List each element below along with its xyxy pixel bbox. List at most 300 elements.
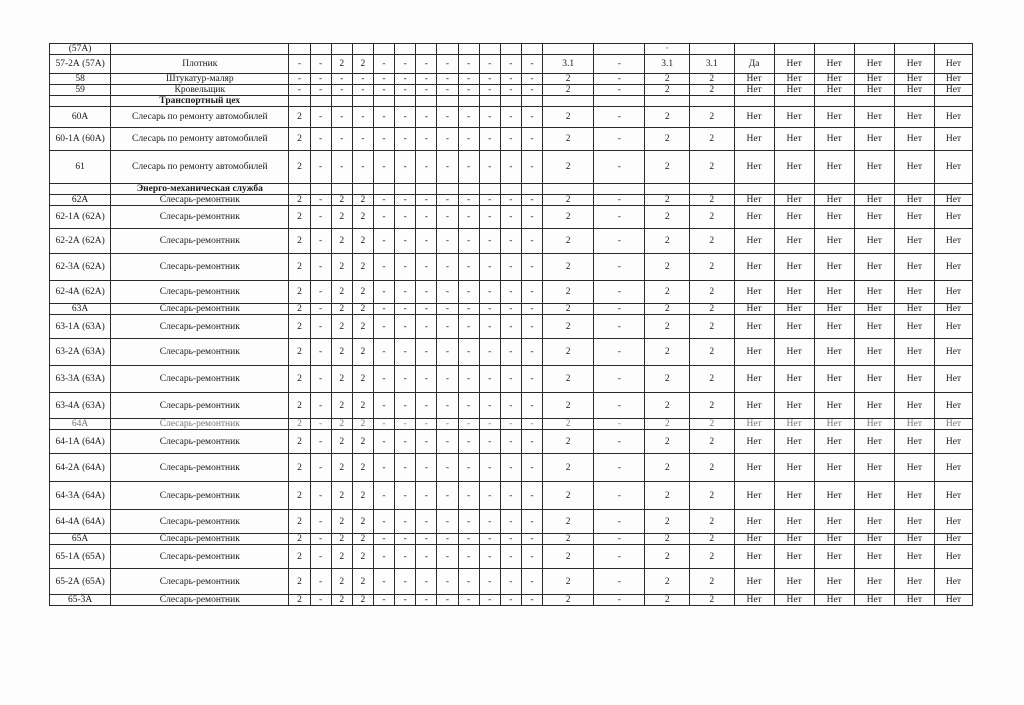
cell-value: -: [352, 85, 373, 96]
cell-value: Нет: [814, 195, 854, 206]
cell-value: 2: [690, 254, 735, 281]
cell-value: 2: [352, 55, 373, 74]
cell-value: 2: [645, 229, 690, 254]
row-id: 64А: [50, 419, 111, 430]
table-row: [50, 419, 973, 430]
cell-value: Нет: [814, 339, 854, 366]
cell-value: -: [479, 55, 500, 74]
cell-value: -: [458, 128, 479, 151]
cell-value: 2: [543, 74, 594, 85]
cell-value: -: [594, 229, 645, 254]
cell-value: Нет: [854, 510, 894, 534]
cell-value: -: [500, 482, 521, 510]
cell-value: -: [458, 304, 479, 315]
cell-value: 2: [289, 107, 310, 128]
cell-value: Нет: [774, 569, 814, 595]
cell-value: -: [500, 85, 521, 96]
cell-value: Нет: [934, 545, 972, 569]
cell-value: Нет: [934, 454, 972, 482]
cell-value: Нет: [894, 366, 934, 393]
workplace-conditions-table: [49, 43, 973, 606]
cell-value: 2: [289, 195, 310, 206]
cell-value: -: [594, 107, 645, 128]
cell-value: 2: [289, 534, 310, 545]
cell-value: -: [416, 107, 437, 128]
cell-value: 2: [289, 151, 310, 184]
cell-value: -: [310, 510, 331, 534]
row-id: 63-4А (63А): [50, 393, 111, 419]
cell-value: Нет: [734, 482, 774, 510]
cell-value: Нет: [734, 366, 774, 393]
cell-value: -: [416, 534, 437, 545]
cell-value: -: [395, 195, 416, 206]
cell-value: Нет: [734, 595, 774, 606]
cell-value: -: [437, 195, 458, 206]
profession-name: Слесарь-ремонтник: [111, 195, 289, 206]
cell-value: Нет: [774, 128, 814, 151]
cell-value: -: [310, 430, 331, 454]
cell-value: -: [395, 510, 416, 534]
cell-value: -: [594, 482, 645, 510]
cell-value: 2: [331, 534, 352, 545]
cell-value: 2: [289, 393, 310, 419]
cell-value: -: [310, 281, 331, 304]
cell-value: -: [310, 545, 331, 569]
profession-name: Слесарь-ремонтник: [111, 254, 289, 281]
cell-value: -: [437, 510, 458, 534]
cell-value: 2: [645, 254, 690, 281]
cell-value: -: [458, 206, 479, 229]
row-id: 63А: [50, 304, 111, 315]
cell-value: Нет: [774, 74, 814, 85]
cell-value: -: [521, 339, 542, 366]
cell-value: -: [500, 281, 521, 304]
cell-value: -: [373, 393, 394, 419]
cell-value: 2: [331, 510, 352, 534]
cell-value: Нет: [814, 128, 854, 151]
section-title: Транспортный цех: [111, 96, 289, 107]
cell-value: -: [479, 454, 500, 482]
cell-value: 2: [645, 393, 690, 419]
cell-value: 2: [331, 419, 352, 430]
cell-value: Нет: [854, 281, 894, 304]
cell-value: Нет: [734, 107, 774, 128]
cell-value: 2: [543, 482, 594, 510]
cell-value: -: [437, 393, 458, 419]
row-id: 63-1А (63А): [50, 315, 111, 339]
cell-value: -: [310, 107, 331, 128]
cell-value: -: [521, 393, 542, 419]
cell-value: -: [310, 254, 331, 281]
cell-value: -: [310, 151, 331, 184]
cell-value: Нет: [894, 195, 934, 206]
cell-value: 2: [289, 430, 310, 454]
cell-value: -: [500, 595, 521, 606]
cell-value: -: [416, 206, 437, 229]
cell-value: -: [437, 545, 458, 569]
cell-value: -: [373, 55, 394, 74]
cell-value: 2: [352, 595, 373, 606]
cell-value: -: [395, 128, 416, 151]
cell-value: 2: [690, 393, 735, 419]
cell-value: -: [373, 206, 394, 229]
cell-value: -: [437, 366, 458, 393]
cell-value: -: [594, 206, 645, 229]
cell-value: -: [521, 366, 542, 393]
cell-value: -: [395, 595, 416, 606]
row-id: 62-1А (62А): [50, 206, 111, 229]
cell-value: 2: [645, 510, 690, 534]
cell-value: 2: [543, 366, 594, 393]
cell-value: -: [500, 128, 521, 151]
cell-value: Нет: [774, 419, 814, 430]
cell-value: -: [310, 229, 331, 254]
cell-value: Нет: [894, 55, 934, 74]
cell-value: 2: [645, 206, 690, 229]
cell-value: Нет: [894, 545, 934, 569]
cell-value: Нет: [774, 229, 814, 254]
cell-value: -: [352, 107, 373, 128]
cell-value: -: [373, 482, 394, 510]
cell-value: -: [521, 454, 542, 482]
cell-value: 2: [331, 206, 352, 229]
cell-value: -: [416, 304, 437, 315]
cell-value: 2: [331, 454, 352, 482]
cell-value: Нет: [814, 454, 854, 482]
cell-value: 2: [352, 366, 373, 393]
cell-value: Нет: [854, 315, 894, 339]
cell-value: 2: [690, 534, 735, 545]
cell-value: 2: [352, 482, 373, 510]
cell-value: -: [416, 281, 437, 304]
table-row: [50, 545, 973, 569]
cell-value: -: [521, 206, 542, 229]
profession-name: Штукатур-маляр: [111, 74, 289, 85]
cell-value: Нет: [734, 534, 774, 545]
cell-value: -: [310, 55, 331, 74]
cell-value: Нет: [934, 74, 972, 85]
cell-value: Нет: [774, 482, 814, 510]
cell-value: 2: [645, 339, 690, 366]
cell-value: -: [479, 315, 500, 339]
cell-value: 2: [331, 339, 352, 366]
cell-value: 2: [543, 304, 594, 315]
row-id: 65А: [50, 534, 111, 545]
cell-value: -: [395, 419, 416, 430]
cell-value: -: [352, 151, 373, 184]
cell-value: -: [416, 482, 437, 510]
cell-value: -: [310, 569, 331, 595]
cell-value: -: [479, 430, 500, 454]
section-header-row: [50, 184, 973, 195]
cell-value: -: [594, 545, 645, 569]
row-id: 62-4А (62А): [50, 281, 111, 304]
cell-value: 2: [331, 315, 352, 339]
row-id: 60-1А (60А): [50, 128, 111, 151]
cell-value: -: [594, 281, 645, 304]
cell-value: -: [500, 366, 521, 393]
table-row: [50, 206, 973, 229]
cell-value: -: [331, 128, 352, 151]
cell-value: Нет: [774, 315, 814, 339]
cell-value: 2: [289, 419, 310, 430]
row-id: 62А: [50, 195, 111, 206]
cell-value: Нет: [734, 229, 774, 254]
cell-value: 2: [331, 482, 352, 510]
cell-value: 2: [543, 195, 594, 206]
cell-value: Нет: [854, 339, 894, 366]
cell-value: -: [416, 229, 437, 254]
cell-value: -: [594, 595, 645, 606]
cell-value: 2: [289, 595, 310, 606]
cell-value: -: [310, 454, 331, 482]
cell-value: -: [479, 304, 500, 315]
cell-value: -: [416, 74, 437, 85]
cell-value: -: [310, 534, 331, 545]
cell-value: Нет: [854, 430, 894, 454]
cell-value: 2: [690, 304, 735, 315]
cell-value: -: [310, 366, 331, 393]
cell-value: -: [479, 195, 500, 206]
cell-value: Нет: [934, 595, 972, 606]
cell-value: -: [437, 85, 458, 96]
cell-value: -: [416, 430, 437, 454]
cell-value: Нет: [854, 55, 894, 74]
cell-value: -: [458, 510, 479, 534]
cell-value: Нет: [894, 569, 934, 595]
cell-value: Нет: [934, 366, 972, 393]
cell-value: Нет: [934, 151, 972, 184]
profession-name: Плотник: [111, 55, 289, 74]
cell-value: 2: [543, 569, 594, 595]
cell-value: Нет: [734, 339, 774, 366]
cell-value: -: [594, 304, 645, 315]
cell-value: Нет: [934, 393, 972, 419]
cell-value: Нет: [814, 254, 854, 281]
cell-value: -: [458, 545, 479, 569]
cell-value: -: [437, 281, 458, 304]
cell-value: Нет: [934, 85, 972, 96]
cell-value: -: [395, 315, 416, 339]
cell-value: -: [395, 55, 416, 74]
cell-value: 2: [331, 281, 352, 304]
cell-value: -: [500, 454, 521, 482]
cell-value: -: [373, 281, 394, 304]
cell-value: -: [437, 595, 458, 606]
cell-value: -: [395, 393, 416, 419]
profession-name: Слесарь-ремонтник: [111, 569, 289, 595]
cell-value: -: [594, 419, 645, 430]
cell-value: -: [458, 339, 479, 366]
table-row: [50, 85, 973, 96]
cell-value: Нет: [814, 510, 854, 534]
profession-name: Слесарь-ремонтник: [111, 366, 289, 393]
cell-value: Нет: [894, 339, 934, 366]
cell-value: 2: [543, 545, 594, 569]
cell-value: -: [521, 107, 542, 128]
cell-value: Нет: [934, 315, 972, 339]
cell-value: -: [521, 545, 542, 569]
cell-value: Нет: [814, 151, 854, 184]
cell-value: -: [437, 151, 458, 184]
cell-value: Нет: [894, 151, 934, 184]
cell-value: -: [594, 339, 645, 366]
table-row: [50, 107, 973, 128]
cell-value: Нет: [894, 281, 934, 304]
cell-value: 2: [289, 206, 310, 229]
cell-value: Нет: [894, 304, 934, 315]
cell-value: -: [479, 366, 500, 393]
cell-value: Нет: [934, 482, 972, 510]
cell-value: 2: [352, 419, 373, 430]
cell-value: -: [395, 454, 416, 482]
cell-value: -: [458, 430, 479, 454]
cell-value: Нет: [934, 419, 972, 430]
cell-value: -: [310, 393, 331, 419]
cell-value: 2: [352, 229, 373, 254]
cell-value: -: [416, 254, 437, 281]
cell-value: -: [500, 419, 521, 430]
cell-value: -: [479, 107, 500, 128]
cell-value: Нет: [814, 430, 854, 454]
cell-value: -: [594, 151, 645, 184]
table-row: [50, 454, 973, 482]
cell-value: -: [437, 419, 458, 430]
cell-value: 2: [645, 128, 690, 151]
cell-value: -: [500, 315, 521, 339]
cell-value: -: [521, 534, 542, 545]
cell-value: -: [500, 393, 521, 419]
cell-value: Нет: [854, 366, 894, 393]
cell-value: Нет: [774, 206, 814, 229]
cell-value: 2: [331, 569, 352, 595]
cell-value: Нет: [774, 151, 814, 184]
table-row: [50, 534, 973, 545]
cell-value: Нет: [774, 107, 814, 128]
cell-value: 2: [352, 254, 373, 281]
cell-value: 2: [352, 569, 373, 595]
cell-value: -: [373, 107, 394, 128]
cell-value: Нет: [854, 482, 894, 510]
cell-value: Нет: [854, 128, 894, 151]
cell-value: 2: [331, 304, 352, 315]
table-row: [50, 304, 973, 315]
table-row: [50, 315, 973, 339]
cell-value: -: [373, 454, 394, 482]
cell-value: 2: [645, 74, 690, 85]
cell-value: 2: [352, 534, 373, 545]
cell-value: 2: [331, 55, 352, 74]
cell-value: Нет: [854, 454, 894, 482]
cell-value: -: [437, 254, 458, 281]
cell-value: -: [395, 304, 416, 315]
cell-value: Нет: [774, 545, 814, 569]
profession-name: Слесарь-ремонтник: [111, 419, 289, 430]
profession-name: Слесарь-ремонтник: [111, 304, 289, 315]
cell-value: Да: [734, 55, 774, 74]
cell-value: -: [500, 254, 521, 281]
cell-value: Нет: [814, 107, 854, 128]
cell-value: -: [416, 419, 437, 430]
cell-value: Нет: [854, 545, 894, 569]
cell-value: Нет: [894, 74, 934, 85]
cell-value: -: [395, 229, 416, 254]
cell-value: -: [352, 128, 373, 151]
cell-value: 2: [289, 304, 310, 315]
cell-value: -: [500, 206, 521, 229]
cell-value: Нет: [774, 281, 814, 304]
table-row: [50, 74, 973, 85]
cell-value: -: [395, 366, 416, 393]
cell-value: 2: [690, 315, 735, 339]
cell-value: 2: [352, 281, 373, 304]
cell-value: Нет: [854, 393, 894, 419]
cell-value: -: [310, 315, 331, 339]
cell-value: 2: [289, 339, 310, 366]
cell-value: -: [479, 393, 500, 419]
cell-value: Нет: [774, 393, 814, 419]
row-id: 62-2А (62А): [50, 229, 111, 254]
cell-value: -: [479, 545, 500, 569]
cell-value: 2: [543, 339, 594, 366]
cell-value: -: [416, 151, 437, 184]
cell-value: Нет: [734, 74, 774, 85]
cell-value: -: [437, 55, 458, 74]
cell-value: Нет: [734, 206, 774, 229]
cell-value: Нет: [774, 55, 814, 74]
cell-value: -: [458, 55, 479, 74]
cell-value: 2: [289, 569, 310, 595]
cell-value: 2: [690, 454, 735, 482]
cell-value: -: [331, 85, 352, 96]
cell-value: -: [395, 107, 416, 128]
cell-value: -: [437, 128, 458, 151]
cell-value: -: [331, 107, 352, 128]
cell-value: Нет: [854, 151, 894, 184]
cell-value: 2: [331, 229, 352, 254]
cell-value: Нет: [934, 206, 972, 229]
cell-value: -: [458, 393, 479, 419]
cell-value: Нет: [774, 85, 814, 96]
cell-value: Нет: [814, 74, 854, 85]
table-row: [50, 595, 973, 606]
cell-value: 2: [352, 195, 373, 206]
cell-value: Нет: [814, 315, 854, 339]
cell-value: -: [373, 151, 394, 184]
cell-value: -: [521, 510, 542, 534]
cell-value: -: [437, 229, 458, 254]
cell-value: 2: [289, 510, 310, 534]
cell-value: Нет: [854, 419, 894, 430]
row-id: 65-3А: [50, 595, 111, 606]
cell-value: -: [437, 304, 458, 315]
cell-value: -: [458, 107, 479, 128]
cell-value: -: [479, 339, 500, 366]
cell-value: -: [395, 74, 416, 85]
cell-value: Нет: [894, 430, 934, 454]
cell-value: 2: [543, 315, 594, 339]
cell-value: Нет: [894, 393, 934, 419]
cell-value: 2: [289, 229, 310, 254]
cell-value: -: [416, 85, 437, 96]
cell-value: Нет: [734, 393, 774, 419]
cell-value: 2: [645, 315, 690, 339]
profession-name: Слесарь по ремонту автомобилей: [111, 151, 289, 184]
cell-value: 2: [331, 254, 352, 281]
profession-name: Слесарь-ремонтник: [111, 545, 289, 569]
cell-value: -: [416, 195, 437, 206]
cell-value: -: [479, 595, 500, 606]
